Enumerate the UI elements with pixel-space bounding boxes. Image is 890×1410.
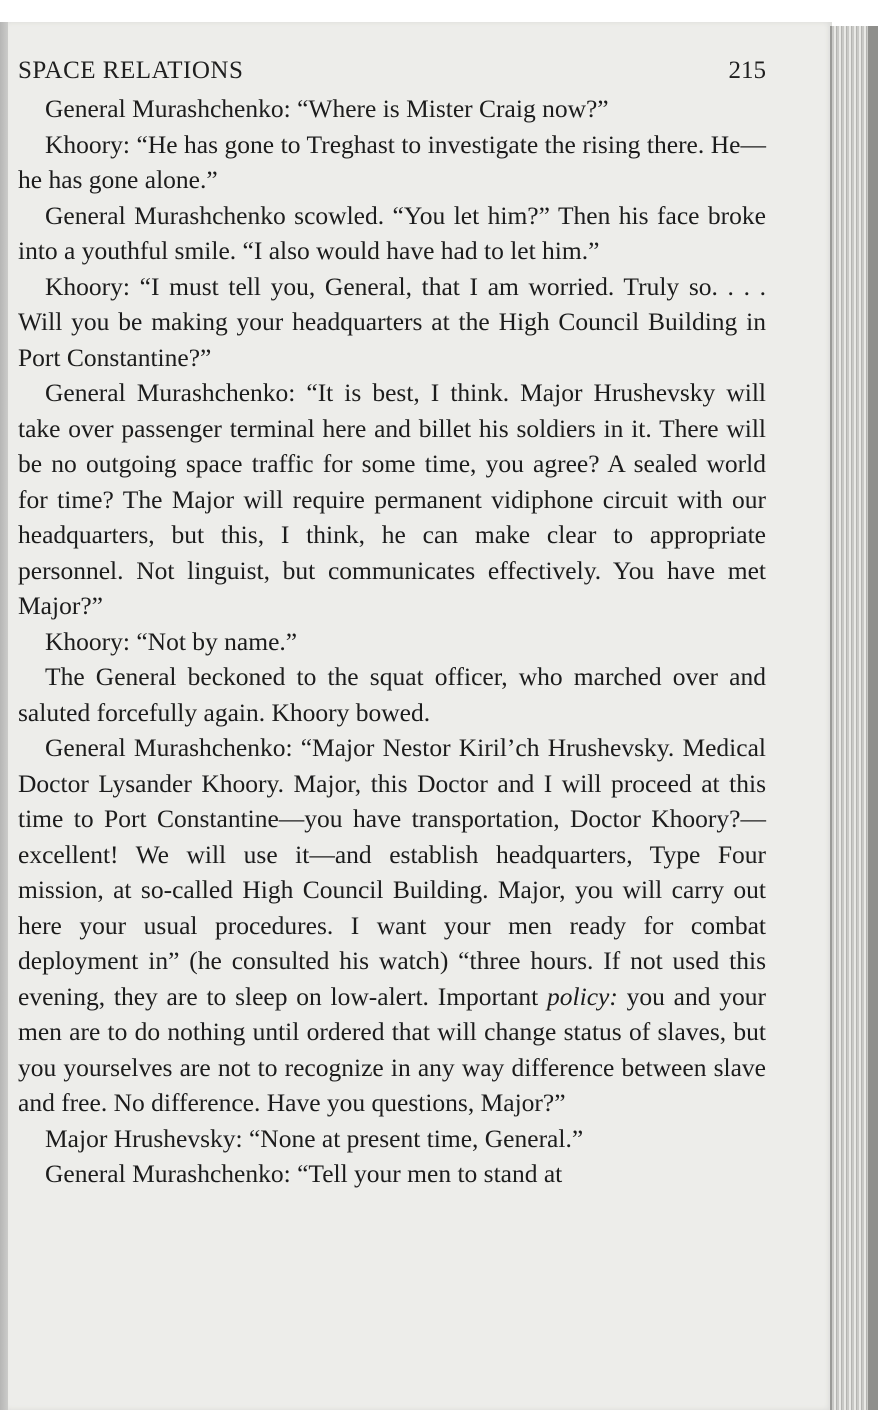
paragraph: General Murashchenko scowled. “You let him?” Then his face broke into a youthful smile. “I also would have had to let him.” xyxy=(18,200,766,265)
running-head xyxy=(18,57,766,91)
page-number: 215 xyxy=(728,57,766,84)
paragraph: General Murashchenko: “It is best, I think. Major Hrushevsky will take over passenger terminal here and billet his soldiers in it. There will be no outgoing space traffic for some time, you agree? A sealed world for time? The Major will require permanent vidiphone circuit with our headquarters, but this, I think, he can make clear to appropriate personnel. Not linguist, but communicates effectively. You have met Major?” xyxy=(18,378,766,620)
paragraph: General Murashchenko: “Where is Mister Craig now?” xyxy=(45,94,609,123)
paragraph xyxy=(18,730,766,1121)
emphasis-policy: policy: xyxy=(547,981,618,1011)
body-text xyxy=(18,91,766,1192)
running-title: SPACE RELATIONS xyxy=(18,57,244,84)
paragraph: Major Hrushevsky: “None at present time, General.” xyxy=(45,1123,584,1153)
paragraph-text: you and your men are to do nothing until ordered that will change status of slaves, but you yourselves are not to recognize in any way difference between slave and free. No difference. Have you questions, Major?” xyxy=(18,981,767,1117)
paragraph: Khoory: “He has gone to Treghast to investigate the rising there. He—he has gone alone.” xyxy=(18,129,766,194)
paragraph: The General beckoned to the squat officer, who marched over and saluted forcefully again. Khoory bowed. xyxy=(18,662,766,727)
page-edges xyxy=(830,26,878,1410)
paragraph-text: General Murashchenko: “Major Nestor Kiril’ch Hrushevsky. Medical Doctor Lysander Khoory. Major, this Doctor and I will proceed at this time to Port Constantine—you have transportation, Doctor Khoory?—excellent! We will use it—and establish headquarters, Type Four mission, at so-called High Council Building. Major, you will carry out here your usual procedures. I want your men ready for combat deployment in” (he consulted his watch) “three hours. If not used this evening, they are to sleep on low-alert. Important xyxy=(18,733,766,1011)
paragraph: General Murashchenko: “Tell your men to stand at xyxy=(45,1159,563,1188)
paragraph: Khoory: “I must tell you, General, that I am worried. Truly so. . . . Will you be making your headquarters at the High Council Building in Port Constantine?” xyxy=(18,271,766,372)
paragraph: Khoory: “Not by name.” xyxy=(45,626,298,656)
